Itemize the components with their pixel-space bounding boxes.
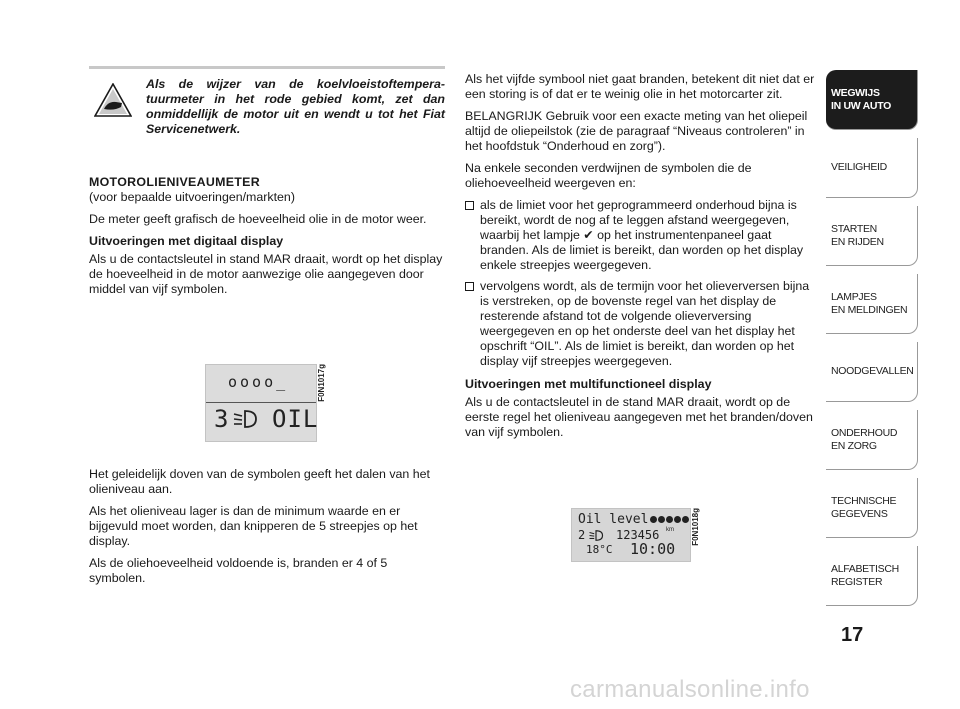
intro-paragraph: De meter geeft grafisch de hoeveelheid olie in de motor weer. <box>89 212 427 226</box>
tab-noodgevallen[interactable]: NOODGEVALLEN <box>826 342 918 402</box>
tab-starten[interactable]: STARTEN EN RIJDEN <box>826 206 918 266</box>
left-column <box>89 66 445 304</box>
paragraph-after-seconds: Na enkele seconden verdwijnen de symbolen die de oliehoeveelheid weergeven en: <box>465 161 752 190</box>
section-subtitle: (voor bepaalde uitvoeringen/markten) <box>89 190 295 204</box>
display-temperature: 18°C <box>586 543 613 556</box>
paragraph-important: BELANGRIJK Gebruik voor een exacte meting van het oliepeil altijd de oliepeilstok (zie de paragraaf “Niveaus controleren” in het hoofdstuk “Onderhoud en zorg”). <box>465 109 808 153</box>
chapter-nav <box>826 70 918 614</box>
bullet-box-icon <box>465 201 474 210</box>
display-bottom-row <box>212 405 319 435</box>
page-number: 17 <box>841 624 864 646</box>
list-item: als de limiet voor het geprogrammeerd onderhoud bijna is bereikt, wordt de nog af te leggen afstand weergegeven, waarbij het lampje ✔ op het instrumentenpaneel gaat branden. Als de limiet is bereikt, dan worden op het display enkele streepjes weergegeven. <box>465 198 817 273</box>
digital-display-heading: Uitvoeringen met digitaal display <box>89 234 284 248</box>
display-km-unit: km <box>666 527 674 533</box>
watermark: carmanualsonline.info <box>570 676 810 703</box>
figure-code: F0N1018g <box>691 508 700 546</box>
tab-veiligheid[interactable]: VEILIGHEID <box>826 138 918 198</box>
display-gear: 2 <box>578 528 586 542</box>
tab-lampjes[interactable]: LAMPJES EN MELDINGEN <box>826 274 918 334</box>
tab-wegwijs[interactable]: WEGWIJS IN UW AUTO <box>826 70 918 130</box>
level-dot <box>682 516 689 523</box>
multifunction-display-figure <box>571 508 691 562</box>
paragraph-sufficient: Als de oliehoeveelheid voldoende is, branden er 4 of 5 symbolen. <box>89 556 388 585</box>
right-column <box>465 72 817 447</box>
left-column-lower <box>89 467 445 593</box>
tab-technische[interactable]: TECHNISCHE GEGEVENS <box>826 478 918 538</box>
level-dot <box>650 516 657 523</box>
display-clock: 10:00 <box>630 540 676 558</box>
warning-triangle-icon <box>94 83 132 117</box>
warning-text: Als de wijzer van de koelvloeistoftempera-tuurmeter in het rode gebied komt, zet dan onmiddellijk de motor uit en wendt u tot het Fiat Servicenetwerk. <box>146 77 445 136</box>
tab-onderhoud[interactable]: ONDERHOUD EN ZORG <box>826 410 918 470</box>
paragraph-level-drop: Het geleidelijk doven van de symbolen geeft het dalen van het olieniveau aan. <box>89 467 430 496</box>
warning-box <box>89 66 445 161</box>
bullet-list <box>465 198 817 369</box>
paragraph-below-minimum: Als het olieniveau lager is dan de minimum waarde en er bijgevuld moet worden, dan knipperen de 5 streepjes op het display. <box>89 504 418 548</box>
multifunction-display-paragraph: Als u de contactsleutel in de stand MAR draait, wordt op de eerste regel het olieniveau aangegeven met het branden/doven van vijf symbolen. <box>465 395 813 439</box>
paragraph-fifth-symbol: Als het vijfde symbool niet gaat branden, betekent dit niet dat er een storing is of dat er te weinig olie in het motorcarter zit. <box>465 72 815 101</box>
bullet-box-icon <box>465 282 474 291</box>
display-level-dots <box>650 516 689 523</box>
digital-display-figure <box>205 364 317 442</box>
multifunction-display-heading: Uitvoeringen met multifunctioneel display <box>465 377 712 391</box>
display-oil-level-label: Oil level <box>578 512 649 527</box>
headlight-icon <box>232 408 258 430</box>
list-item: vervolgens wordt, als de termijn voor het olieverversen bijna is verstreken, op de bovenste regel van het display de resterende afstand tot de volgende olieverversing weergegeven en op het onderste deel van het display het opschrift “OIL”. Als de limiet is bereikt, dan worden op het display vijf streepjes weergegeven. <box>465 279 817 369</box>
display-divider <box>206 402 316 403</box>
level-dot <box>658 516 665 523</box>
figure-code: F0N1017g <box>317 364 326 402</box>
display-oil-text: OIL <box>272 405 319 433</box>
digital-display-paragraph: Als u de contactsleutel in stand MAR draait, wordt op het display de hoeveelheid in de motor aanwezige olie aangegeven door middel van vijf symbolen. <box>89 252 443 296</box>
display-level-symbols: oooo_ <box>228 373 289 391</box>
section-title: MOTOROLIENIVEAUMETER <box>89 175 260 189</box>
display-odometer: 123456 <box>616 528 660 542</box>
display-level-number: 3 <box>214 405 229 433</box>
level-dot <box>666 516 673 523</box>
headlight-icon <box>588 529 604 542</box>
tab-register[interactable]: ALFABETISCH REGISTER <box>826 546 918 606</box>
level-dot <box>674 516 681 523</box>
